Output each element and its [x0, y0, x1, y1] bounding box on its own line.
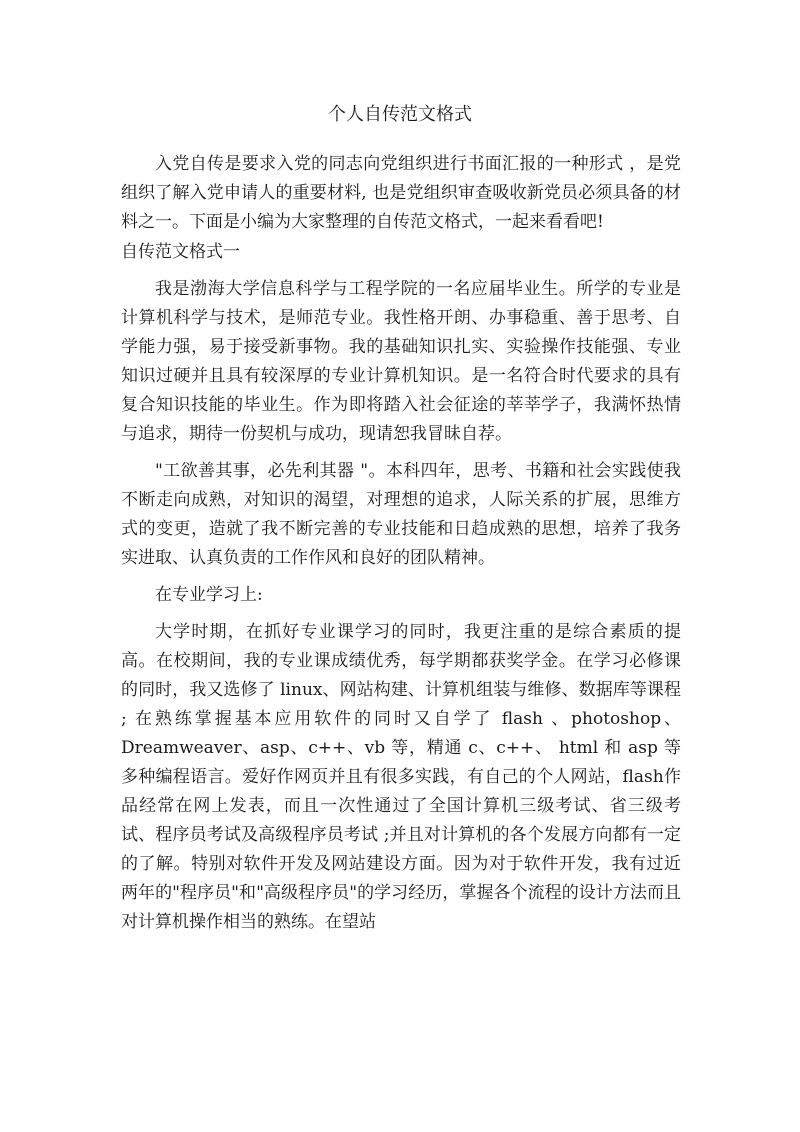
intro-paragraph: 入党自传是要求入党的同志向党组织进行书面汇报的一种形式 ，是党组织了解入党申请人的重要材料, 也是党组织审查吸收新党员必须具备的材料之一。下面是小编为大家整理的自传范文格式，一起来看看吧!	[121, 154, 681, 232]
section-heading: 自传范文格式一	[121, 242, 240, 262]
document-title: 个人自传范文格式	[328, 104, 472, 125]
paragraph-self-introduction: 我是渤海大学信息科学与工程学院的一名应届毕业生。所学的专业是计算机科学与技术，是师范专业。我性格开朗、办事稳重、善于思考、自学能力强，易于接受新事物。我的基础知识扎实、实验操作技能强、专业知识过硬并且具有较深厚的专业计算机知识。是一名符合时代要求的具有复合知识技能的毕业生。作为即将踏入社会征途的莘莘学子，我满怀热情与追求，期待一份契机与成功，现请恕我冒昧自荐。	[121, 279, 681, 444]
paragraph-study-heading: 在专业学习上:	[155, 585, 263, 605]
document-body	[121, 150, 681, 937]
paragraph-growth: "工欲善其事，必先利其器 "。本科四年，思考、书籍和社会实践使我不断走向成熟，对知识的渴望，对理想的追求，人际关系的扩展，思维方式的变更，造就了我不断完善的专业技能和日趋成熟的思想，培养了我务实进取、认真负责的工作作风和良好的团队精神。	[121, 461, 681, 568]
paragraph-study-details: 大学时期，在抓好专业课学习的同时，我更注重的是综合素质的提高。在校期间，我的专业课成绩优秀，每学期都获奖学金。在学习必修课的同时，我又选修了 linux、网站构建、计算机组装与维修、数据库等课程 ; 在熟练掌握基本应用软件的同时又自学了 flash 、photoshop、Dreamweaver、asp、c++、vb 等，精通 c、c++、 html 和 asp 等多种编程语言。爱好作网页并且有很多实践，有自己的个人网站，flash作品经常在网上发表，而且一次性通过了全国计算机三级考试、省三级考试、程序员考试及高级程序员考试 ;并且对计算机的各个发展方向都有一定的了解。特别对软件开发及网站建设方面。因为对于软件开发，我有过近两年的"程序员"和"高级程序员"的学习经历，掌握各个流程的设计方法而且对计算机操作相当的熟练。在望站	[121, 622, 681, 932]
